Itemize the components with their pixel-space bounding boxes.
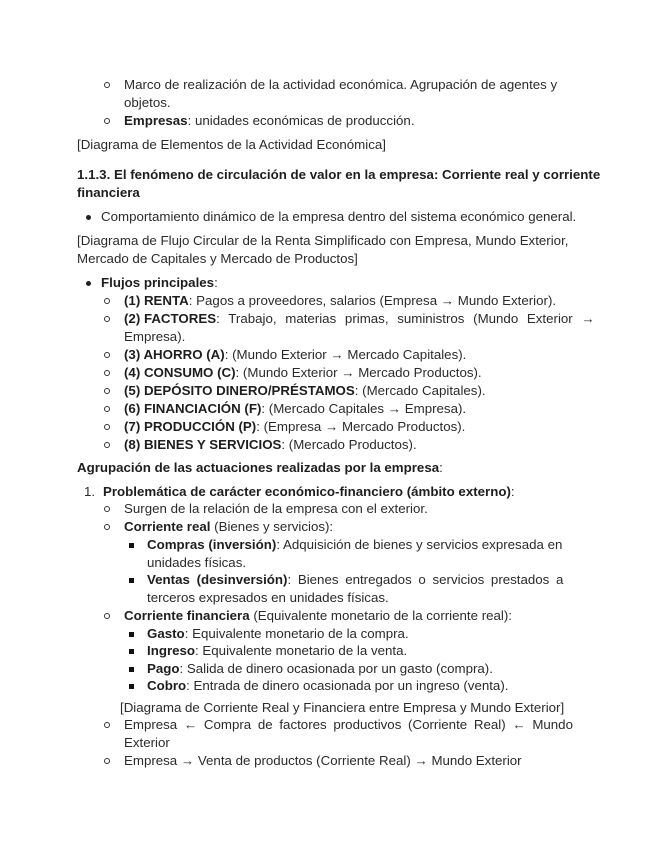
square-bullet-icon xyxy=(129,632,134,637)
disc-bullet-icon xyxy=(86,215,91,220)
square-bullet-icon xyxy=(129,684,134,689)
text-line: [Diagrama de Flujo Circular de la Renta Simplificado con Empresa, Mundo Exterior, xyxy=(77,233,569,248)
bold-term: Flujos principales xyxy=(101,275,215,290)
bold-term: (7) PRODUCCIÓN (P) xyxy=(124,419,257,434)
bold-term: Compras (inversión) xyxy=(147,537,277,552)
circle-bullet-icon xyxy=(104,316,110,322)
text-line: Empresa ← Compra de factores productivos (Corriente Real) ← Mundo xyxy=(124,717,573,732)
circle-bullet-icon xyxy=(104,722,110,728)
bold-term: Pago xyxy=(147,661,180,676)
circle-bullet-icon xyxy=(104,758,110,764)
text-line: (Equivalente monetario de la corriente real): xyxy=(249,608,513,623)
text-line: : Equivalente monetario de la compra. xyxy=(184,626,409,641)
text-line: Exterior xyxy=(124,735,170,750)
square-bullet-icon xyxy=(129,649,134,654)
bold-term: (1) RENTA xyxy=(124,293,189,308)
circle-bullet-icon xyxy=(104,388,110,394)
bold-term: (4) CONSUMO (C) xyxy=(124,365,236,380)
text-line: : (Mercado Capitales). xyxy=(354,383,486,398)
square-bullet-icon xyxy=(129,578,134,583)
bold-term: Corriente real xyxy=(124,519,211,534)
circle-bullet-icon xyxy=(104,82,110,88)
text-line: [Diagrama de Elementos de la Actividad Económica] xyxy=(77,137,386,152)
text-line: Comportamiento dinámico de la empresa dentro del sistema económico general. xyxy=(101,209,577,224)
text-line: objetos. xyxy=(124,95,171,110)
circle-bullet-icon xyxy=(104,352,110,358)
text-line: unidades físicas. xyxy=(147,555,247,570)
bold-term: (3) AHORRO (A) xyxy=(124,347,225,362)
disc-bullet-icon xyxy=(86,281,91,286)
text-line: : (Mundo Exterior → Mercado Capitales). xyxy=(224,347,467,362)
text-line: : xyxy=(439,460,443,475)
text-line: Mercado de Capitales y Mercado de Productos] xyxy=(77,251,358,266)
bold-term: Ingreso xyxy=(147,643,196,658)
text-line: [Diagrama de Corriente Real y Financiera entre Empresa y Mundo Exterior] xyxy=(120,700,565,715)
text-line: : Salida de dinero ocasionada por un gasto (compra). xyxy=(179,661,493,676)
circle-bullet-icon xyxy=(104,298,110,304)
text-line: : Bienes entregados o servicios prestados a xyxy=(287,572,564,587)
circle-bullet-icon xyxy=(104,613,110,619)
bold-term: (8) BIENES Y SERVICIOS xyxy=(124,437,282,452)
text-line: Marco de realización de la actividad económica. Agrupación de agentes y xyxy=(124,77,558,92)
square-bullet-icon xyxy=(129,667,134,672)
bold-term: Ventas (desinversión) xyxy=(147,572,288,587)
circle-bullet-icon xyxy=(104,506,110,512)
text-line: terceros expresados en unidades físicas. xyxy=(147,590,389,605)
bold-term: Gasto xyxy=(147,626,185,641)
text-line: Empresa). xyxy=(124,329,186,344)
list-number: 1. xyxy=(84,484,96,499)
bold-term: Problemática de carácter económico-financiero (ámbito externo) xyxy=(103,484,511,499)
text-line: : Adquisición de bienes y servicios expresada en xyxy=(276,537,563,552)
circle-bullet-icon xyxy=(104,118,110,124)
circle-bullet-icon xyxy=(104,370,110,376)
text-line: : unidades económicas de producción. xyxy=(187,113,415,128)
text-line: : Pagos a proveedores, salarios (Empresa → Mundo Exterior). xyxy=(188,293,557,308)
circle-bullet-icon xyxy=(104,442,110,448)
bold-term: (6) FINANCIACIÓN (F) xyxy=(124,401,262,416)
text-line: : Entrada de dinero ocasionada por un ingreso (venta). xyxy=(186,678,509,693)
bold-term: Agrupación de las actuaciones realizadas por la empresa xyxy=(77,460,440,475)
bold-term: Empresas xyxy=(124,113,188,128)
text-line: : Equivalente monetario de la venta. xyxy=(195,643,408,658)
text-line: Surgen de la relación de la empresa con el exterior. xyxy=(124,501,428,516)
text-line: : xyxy=(214,275,218,290)
bold-term: Corriente financiera xyxy=(124,608,250,623)
bold-term: (2) FACTORES xyxy=(124,311,217,326)
heading-line: financiera xyxy=(77,185,140,200)
circle-bullet-icon xyxy=(104,406,110,412)
text-line: (Bienes y servicios): xyxy=(210,519,334,534)
heading-line: 1.1.3. El fenómeno de circulación de valor en la empresa: Corriente real y corriente xyxy=(77,167,601,182)
text-line: Empresa → Venta de productos (Corriente Real) → Mundo Exterior xyxy=(124,753,522,768)
square-bullet-icon xyxy=(129,543,134,548)
text-line: : (Mercado Productos). xyxy=(281,437,417,452)
bold-term: Cobro xyxy=(147,678,187,693)
text-line: : xyxy=(510,484,515,499)
bold-term: (5) DEPÓSITO DINERO/PRÉSTAMOS xyxy=(124,383,355,398)
circle-bullet-icon xyxy=(104,524,110,530)
circle-bullet-icon xyxy=(104,424,110,430)
text-line: : Trabajo, materias primas, suministros (Mundo Exterior → xyxy=(216,311,595,326)
text-line: : (Empresa → Mercado Productos). xyxy=(256,419,466,434)
text-line: : (Mundo Exterior → Mercado Productos). xyxy=(235,365,482,380)
text-line: : (Mercado Capitales → Empresa). xyxy=(261,401,467,416)
